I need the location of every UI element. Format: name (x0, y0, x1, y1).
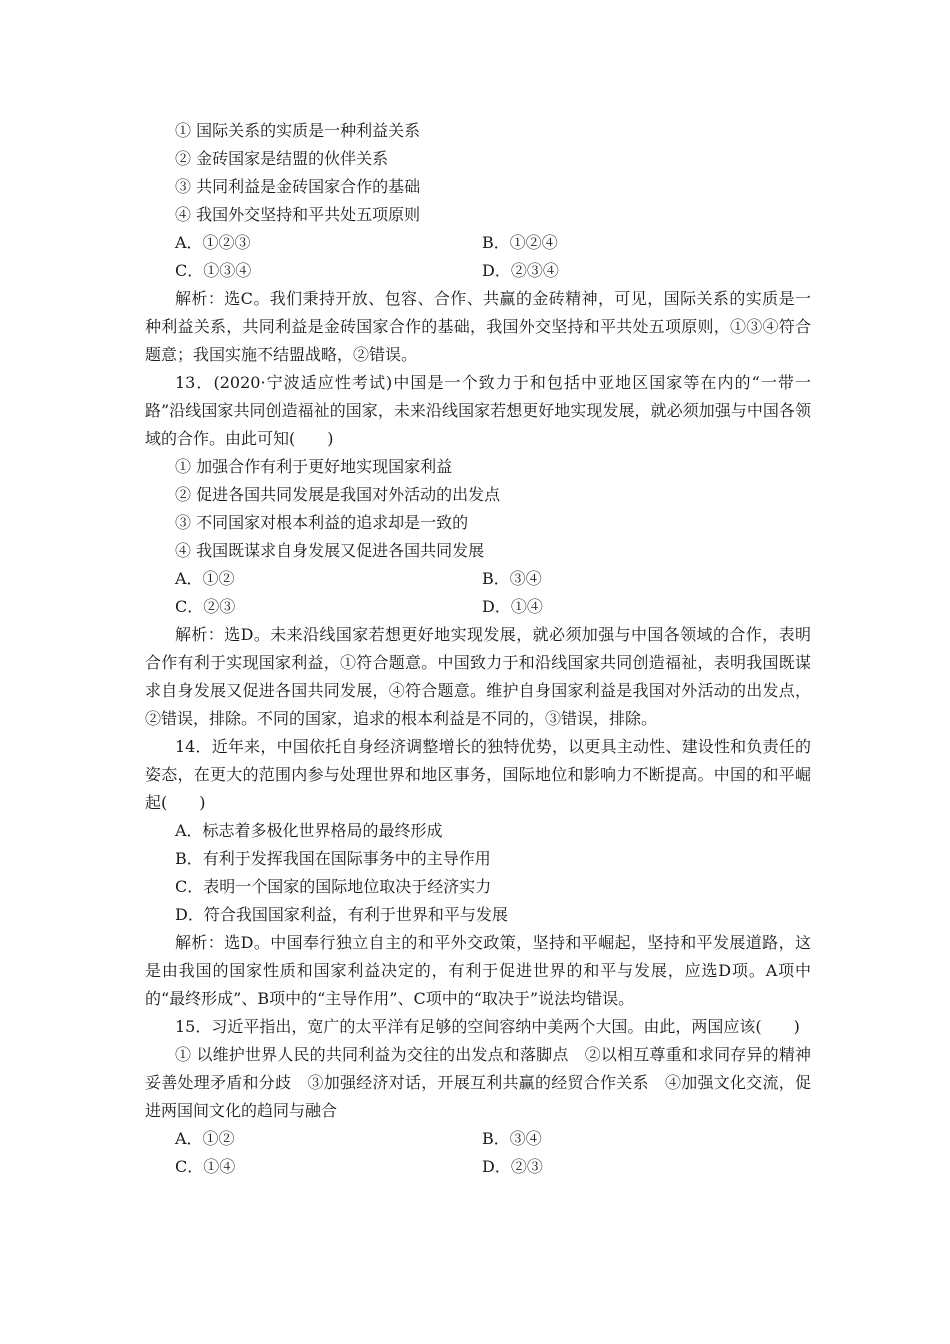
q12-item-1: ① 国际关系的实质是一种利益关系 (175, 121, 421, 140)
q12-analysis: 解析：选C。我们秉持开放、包容、合作、共赢的金砖精神，可见，国际关系的实质是一种利益关系，共同利益是金砖国家合作的基础，我国外交坚持和平共处五项原则，①③④符合题意；我国实施不结盟战略，②错误。 (145, 289, 811, 364)
q14-choice-a: A．标志着多极化世界格局的最终形成 (175, 821, 443, 840)
q13-item-3: ③ 不同国家对根本利益的追求却是一致的 (175, 513, 469, 532)
q12-option-d: D．②③④ (482, 261, 559, 280)
q15-option-d: D．②③ (482, 1157, 543, 1176)
q13-item-2: ② 促进各国共同发展是我国对外活动的出发点 (175, 485, 501, 504)
q12-item-3: ③ 共同利益是金砖国家合作的基础 (175, 177, 421, 196)
document-page (145, 117, 811, 1181)
q13-option-a: A．①② (175, 569, 235, 588)
q15-option-c: C．①④ (175, 1157, 236, 1176)
q12-options-row-2 (145, 257, 811, 285)
q12-item-4: ④ 我国外交坚持和平共处五项原则 (175, 205, 421, 224)
q14-analysis: 解析：选D。中国奉行独立自主的和平外交政策，坚持和平崛起，坚持和平发展道路，这是由我国的国家性质和国家利益决定的，有利于促进世界的和平与发展，应选D项。A项中的“最终形成”、B项中的“主导作用”、C项中的“取决于”说法均错误。 (145, 933, 811, 1008)
q12-option-a: A．①②③ (175, 233, 251, 252)
q13-options-row-2 (145, 593, 811, 621)
q13-item-4: ④ 我国既谋求自身发展又促进各国共同发展 (175, 541, 485, 560)
q13-stem: 13．(2020·宁波适应性考试)中国是一个致力于和包括中亚地区国家等在内的“一带一路”沿线国家共同创造福祉的国家，未来沿线国家若想更好地实现发展，就必须加强与中国各领域的合作。由此可知( ) (145, 373, 811, 448)
q13-options-row-1 (145, 565, 811, 593)
q13-option-b: B．③④ (482, 569, 542, 588)
q15-stem: 15．习近平指出，宽广的太平洋有足够的空间容纳中美两个大国。由此，两国应该( ) (175, 1017, 800, 1036)
q14-choice-b: B．有利于发挥我国在国际事务中的主导作用 (175, 849, 491, 868)
q13-item-1: ① 加强合作有利于更好地实现国家利益 (175, 457, 453, 476)
q12-options-row-1 (145, 229, 811, 257)
q15-option-b: B．③④ (482, 1129, 542, 1148)
q13-option-c: C．②③ (175, 597, 236, 616)
q13-analysis: 解析：选D。未来沿线国家若想更好地实现发展，就必须加强与中国各领域的合作，表明合作有利于实现国家利益，①符合题意。中国致力于和沿线国家共同创造福祉，表明我国既谋求自身发展又促进各国共同发展，④符合题意。维护自身国家利益是我国对外活动的出发点，②错误，排除。不同的国家，追求的根本利益是不同的，③错误，排除。 (145, 625, 811, 728)
q15-options-row-1 (145, 1125, 811, 1153)
q15-options-row-2 (145, 1153, 811, 1181)
q12-item-2: ② 金砖国家是结盟的伙伴关系 (175, 149, 389, 168)
q14-choice-c: C．表明一个国家的国际地位取决于经济实力 (175, 877, 492, 896)
q15-option-a: A．①② (175, 1129, 235, 1148)
q13-option-d: D．①④ (482, 597, 543, 616)
q12-option-b: B．①②④ (482, 233, 558, 252)
q14-stem: 14．近年来，中国依托自身经济调整增长的独特优势，以更具主动性、建设性和负责任的姿态，在更大的范围内参与处理世界和地区事务，国际地位和影响力不断提高。中国的和平崛起( ) (145, 737, 811, 812)
q15-items: ① 以维护世界人民的共同利益为交往的出发点和落脚点 ②以相互尊重和求同存异的精神妥善处理矛盾和分歧 ③加强经济对话，开展互利共赢的经贸合作关系 ④加强文化交流，促进两国间文化的趋同与融合 (145, 1045, 811, 1120)
q14-choice-d: D．符合我国国家利益，有利于世界和平与发展 (175, 905, 508, 924)
q12-option-c: C．①③④ (175, 261, 252, 280)
